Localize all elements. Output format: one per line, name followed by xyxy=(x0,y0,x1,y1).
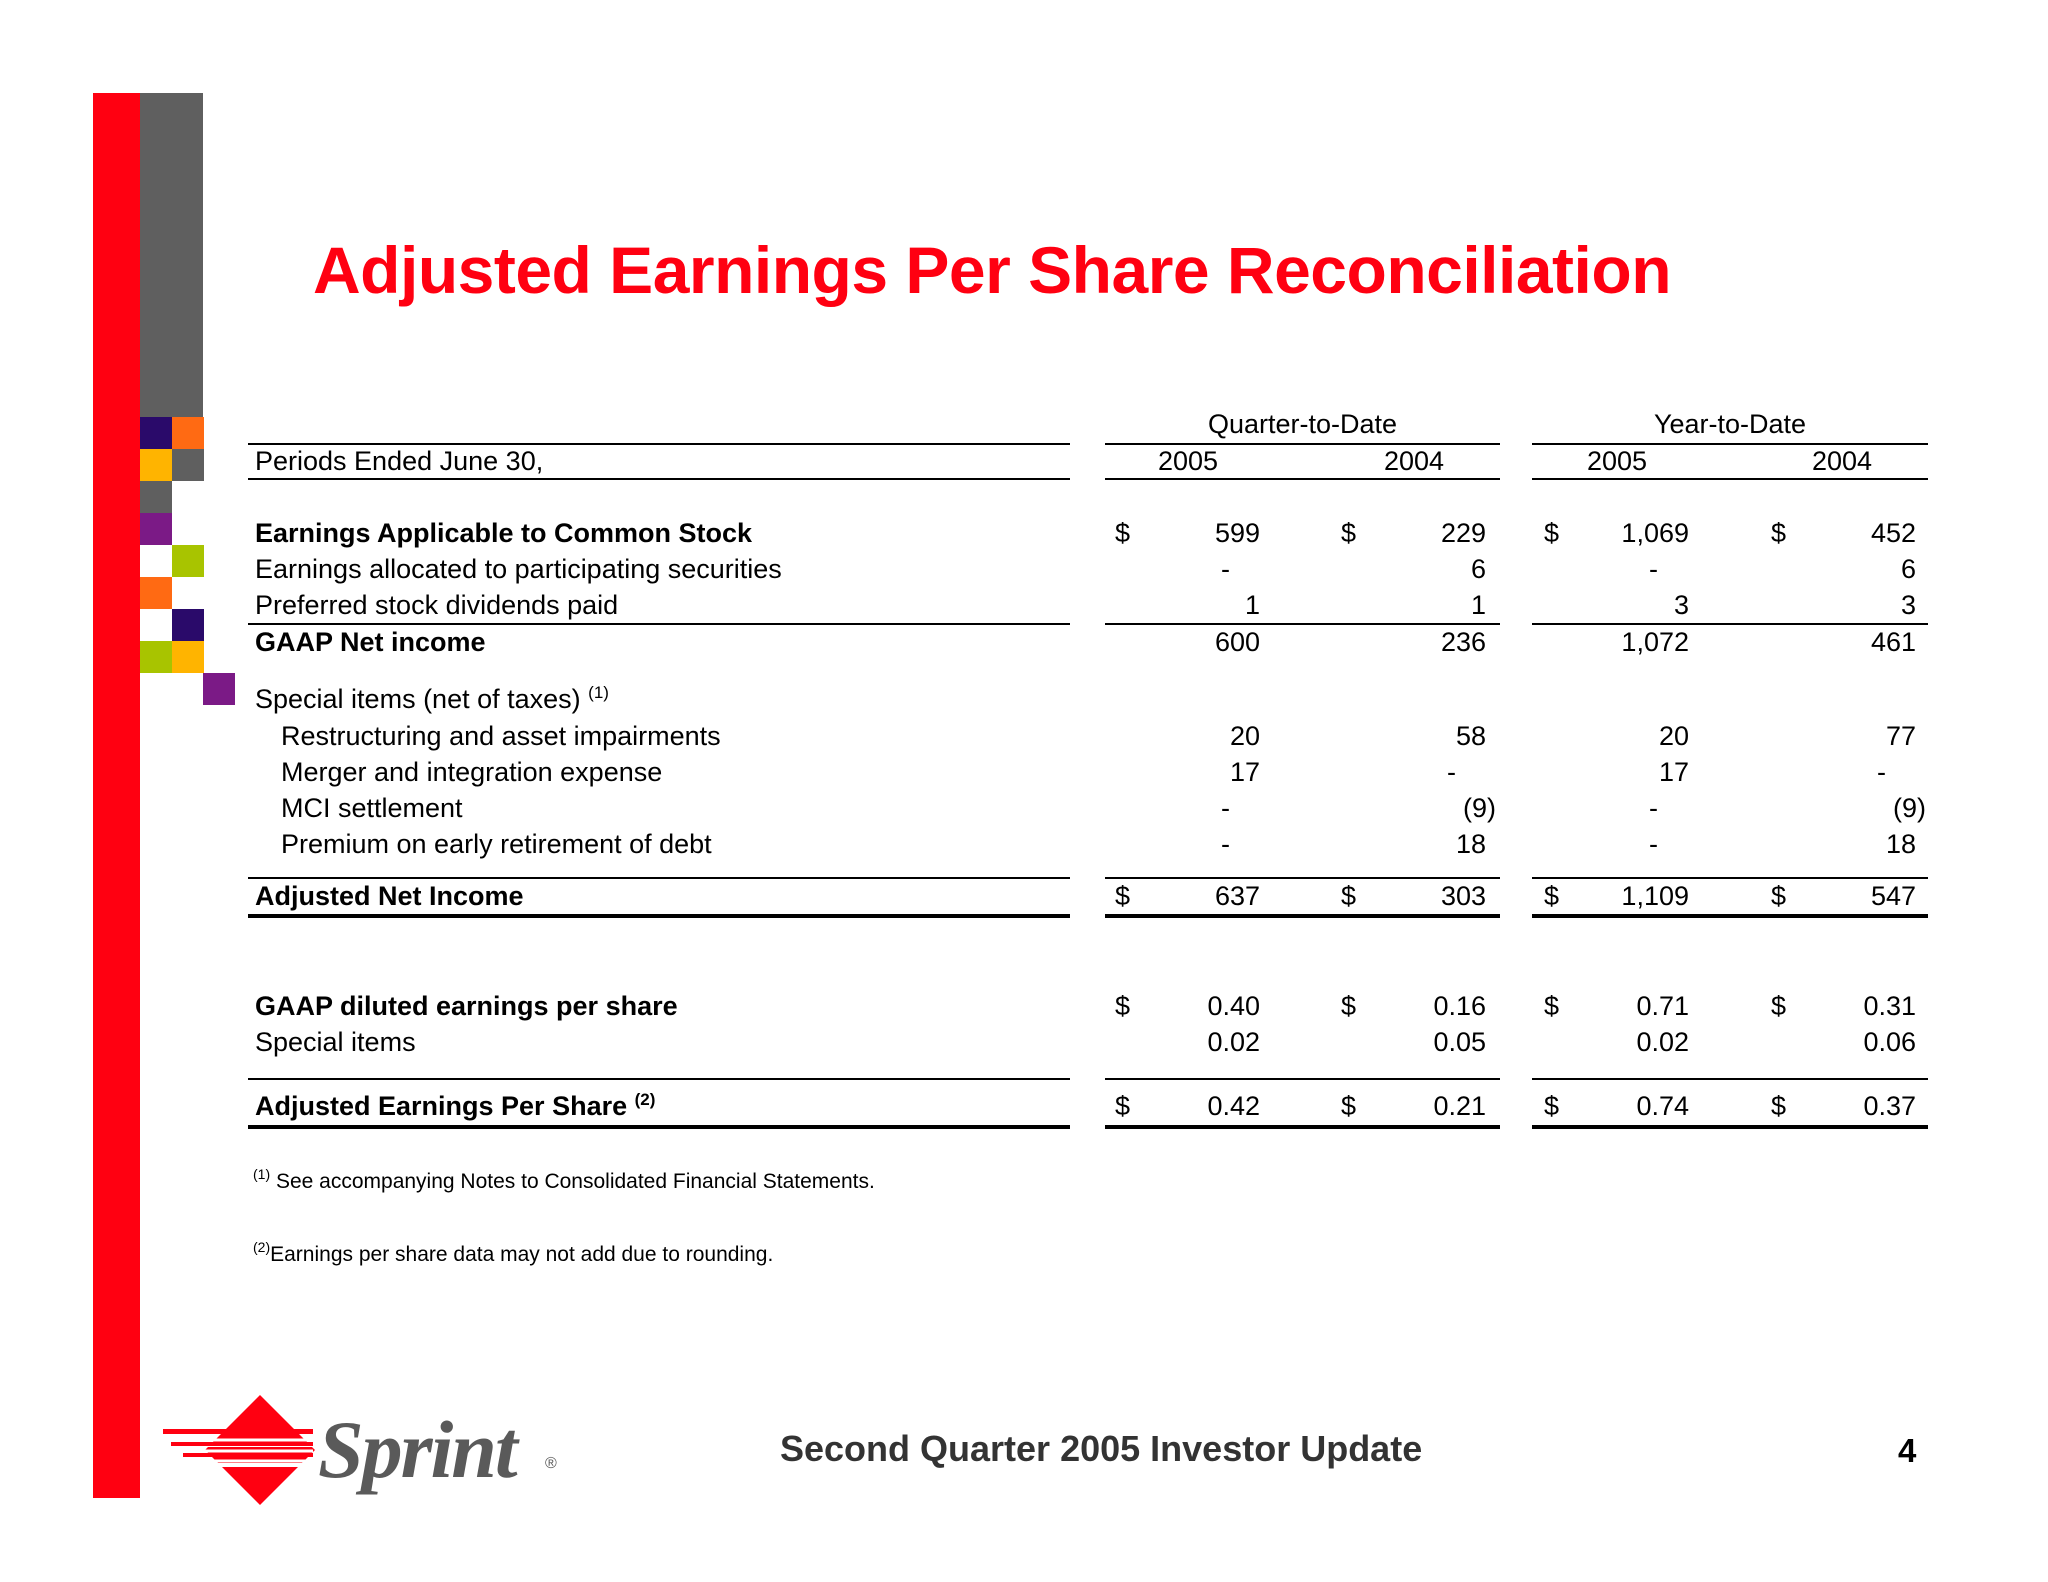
cell-value: - xyxy=(1649,793,1658,823)
row-label-gaap-net-income: GAAP Net income xyxy=(255,627,486,657)
cell-value: 547 xyxy=(1870,881,1916,911)
footer-text: Second Quarter 2005 Investor Update xyxy=(780,1428,1423,1469)
dollar-sign: $ xyxy=(1341,1091,1357,1121)
cell-value: 0.31 xyxy=(1863,991,1916,1021)
year-ytd-2005: 2005 xyxy=(1586,446,1648,476)
cell-value: 0.02 xyxy=(1636,1027,1689,1057)
row-label-special-items-header: Special items (net of taxes) $^{(1)}$ xyxy=(255,683,609,714)
dollar-sign: $ xyxy=(1771,518,1787,548)
footnote-ref: (1) xyxy=(588,683,609,702)
row-label-gaap-diluted-eps: GAAP diluted earnings per share xyxy=(255,991,678,1021)
dollar-sign: $ xyxy=(1544,881,1560,911)
cell-value: - xyxy=(1649,829,1658,859)
year-qtd-2005: 2005 xyxy=(1157,446,1219,476)
cell-value: 1 xyxy=(1470,590,1486,620)
row-label-premium-debt: Premium on early retirement of debt xyxy=(281,829,712,859)
cell-value: 229 xyxy=(1440,518,1486,548)
registered-mark: ® xyxy=(545,1455,557,1472)
cell-value: - xyxy=(1221,829,1230,859)
cell-value: 1 xyxy=(1244,590,1260,620)
dollar-sign: $ xyxy=(1771,991,1787,1021)
cell-value: 17 xyxy=(1229,757,1260,787)
row-label-preferred-dividends: Preferred stock dividends paid xyxy=(255,590,619,620)
cell-value: 0.05 xyxy=(1433,1027,1486,1057)
footnote-2: $^{(2)}$Earnings per share data may not add due to rounding. xyxy=(253,1239,774,1266)
cell-value: 303 xyxy=(1440,881,1486,911)
page-number: 4 xyxy=(1898,1432,1917,1469)
cell-value: 637 xyxy=(1214,881,1260,911)
period-label: Periods Ended June 30, xyxy=(255,446,544,476)
cell-value: 0.02 xyxy=(1207,1027,1260,1057)
dollar-sign: $ xyxy=(1771,1091,1787,1121)
year-qtd-2004: 2004 xyxy=(1383,446,1445,476)
cell-value: 58 xyxy=(1455,721,1486,751)
cell-value: 1,109 xyxy=(1621,881,1689,911)
cell-value: 0.71 xyxy=(1636,991,1689,1021)
cell-value: 3 xyxy=(1673,590,1689,620)
cell-value: 0.06 xyxy=(1863,1027,1916,1057)
row-label-adjusted-eps: Adjusted Earnings Per Share $^{(2)}$ xyxy=(255,1090,656,1121)
dollar-sign: $ xyxy=(1115,1091,1131,1121)
qtd-header: Quarter-to-Date xyxy=(1207,409,1398,439)
dollar-sign: $ xyxy=(1544,518,1560,548)
cell-value: 77 xyxy=(1885,721,1916,751)
row-label-special-items: Special items xyxy=(255,1027,416,1057)
cell-value: 599 xyxy=(1214,518,1260,548)
row-label-earnings-participating: Earnings allocated to participating securities xyxy=(255,554,782,584)
dollar-sign: $ xyxy=(1771,881,1787,911)
cell-value: 18 xyxy=(1455,829,1486,859)
dollar-sign: $ xyxy=(1341,991,1357,1021)
cell-value: 1,072 xyxy=(1621,627,1689,657)
cell-value: 0.74 xyxy=(1636,1091,1689,1121)
row-label-adjusted-net-income: Adjusted Net Income xyxy=(255,881,524,911)
cell-value: 0.37 xyxy=(1863,1091,1916,1121)
ytd-header: Year-to-Date xyxy=(1653,409,1807,439)
footnote-1: $^{(1)}$ See accompanying Notes to Consolidated Financial Statements. xyxy=(253,1166,875,1193)
cell-value: 461 xyxy=(1870,627,1916,657)
row-label-mci: MCI settlement xyxy=(281,793,463,823)
dollar-sign: $ xyxy=(1115,881,1131,911)
dollar-sign: $ xyxy=(1115,518,1131,548)
cell-value: 236 xyxy=(1440,627,1486,657)
cell-value: - xyxy=(1877,757,1886,787)
cell-value: 0.42 xyxy=(1207,1091,1260,1121)
cell-value: - xyxy=(1649,554,1658,584)
cell-value: 600 xyxy=(1214,627,1260,657)
cell-value: 0.21 xyxy=(1433,1091,1486,1121)
logo-wordmark: Sprint xyxy=(318,1404,516,1495)
side-bar-red xyxy=(93,93,140,1498)
cell-value: 17 xyxy=(1658,757,1689,787)
cell-value: 6 xyxy=(1900,554,1916,584)
cell-value: 0.40 xyxy=(1207,991,1260,1021)
cell-value: (9) xyxy=(1893,793,1926,823)
dollar-sign: $ xyxy=(1115,991,1131,1021)
sprint-logo xyxy=(163,1395,573,1510)
dollar-sign: $ xyxy=(1341,518,1357,548)
cell-value: - xyxy=(1221,793,1230,823)
cell-value: 18 xyxy=(1885,829,1916,859)
cell-value: 20 xyxy=(1658,721,1689,751)
cell-value: - xyxy=(1221,554,1230,584)
cell-value: 1,069 xyxy=(1621,518,1689,548)
footnote-ref: (2) xyxy=(634,1090,656,1109)
side-bar-gray xyxy=(140,93,203,417)
cell-value: 3 xyxy=(1900,590,1916,620)
row-label-earnings-common: Earnings Applicable to Common Stock xyxy=(255,518,753,548)
dollar-sign: $ xyxy=(1341,881,1357,911)
cell-value: 0.16 xyxy=(1433,991,1486,1021)
cell-value: (9) xyxy=(1463,793,1496,823)
cell-value: 452 xyxy=(1870,518,1916,548)
row-label-restructuring: Restructuring and asset impairments xyxy=(281,721,721,751)
cell-value: - xyxy=(1447,757,1456,787)
dollar-sign: $ xyxy=(1544,991,1560,1021)
dollar-sign: $ xyxy=(1544,1091,1560,1121)
cell-value: 20 xyxy=(1229,721,1260,751)
year-ytd-2004: 2004 xyxy=(1811,446,1873,476)
cell-value: 6 xyxy=(1470,554,1486,584)
row-label-merger: Merger and integration expense xyxy=(281,757,663,787)
page-title: Adjusted Earnings Per Share Reconciliation xyxy=(313,233,1672,307)
